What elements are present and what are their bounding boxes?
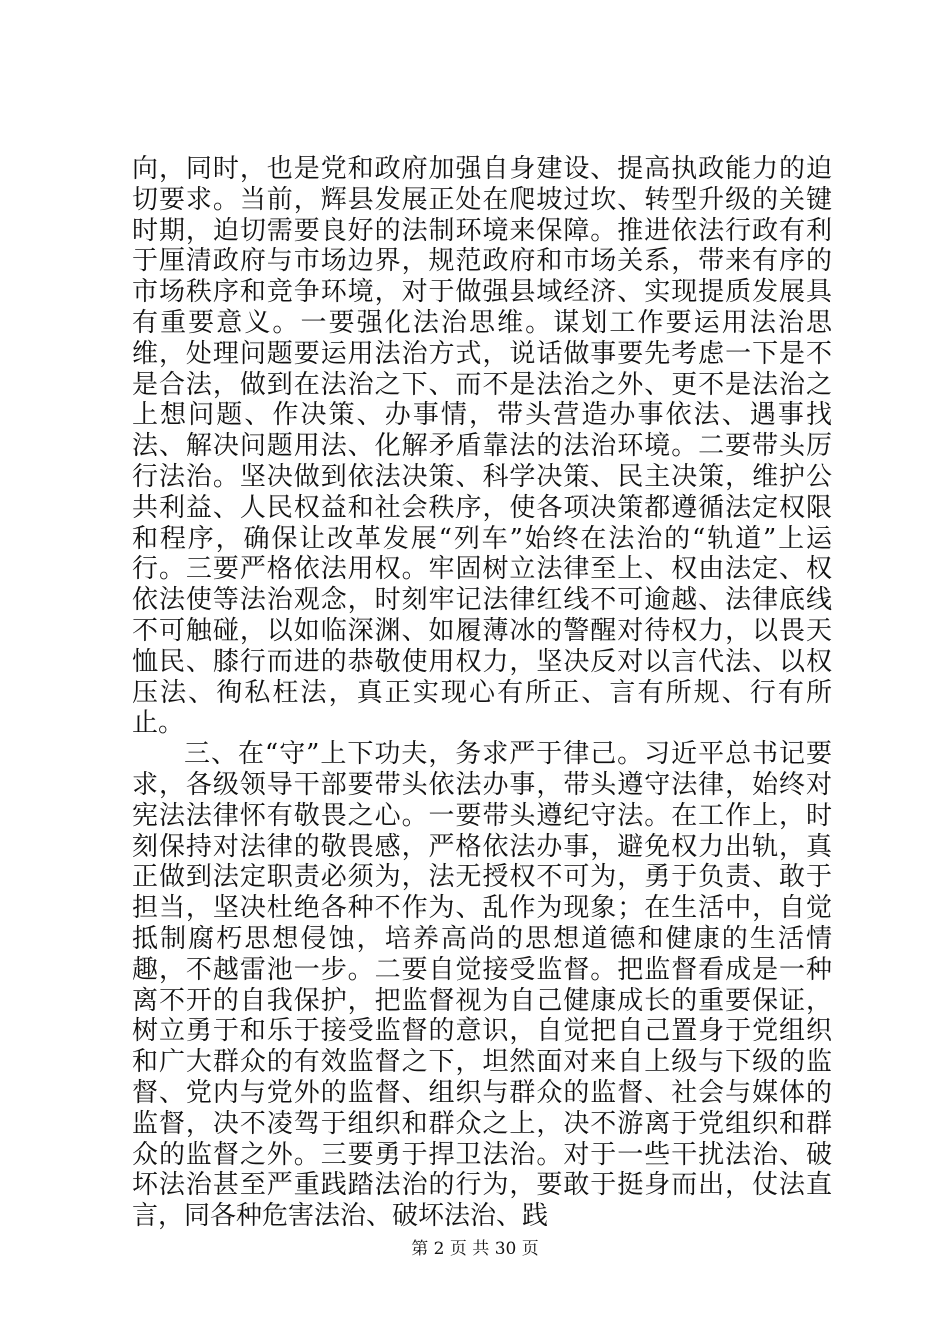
paragraph-1: 向，同时，也是党和政府加强自身建设、提高执政能力的迫切要求。当前，辉县发展正处在爬坡过坎、转型升级的关键时期，迫切需要良好的法制环境来保障。推进依法行政有利于厘清政府与市场边界，规范政府和市场关系，带来有序的市场秩序和竞争环境，对于做强县域经济、实现提质发展具有重要意义。一要强化法治思维。谋划工作要运用法治思维，处理问题要运用法治方式，说话做事要先考虑一下是不是合法，做到在法治之下、而不是法治之外、更不是法治之上想问题、作决策、办事情，带头营造办事依法、遇事找法、解决问题用法、化解矛盾靠法的法治环境。二要带头厉行法治。坚决做到依法决策、科学决策、民主决策，维护公共利益、人民权益和社会秩序，使各项决策都遵循法定权限和程序，确保让改革发展“列车”始终在法治的“轨道”上运行。三要严格依法用权。牢固树立法律至上、权由法定、权依法使等法治观念，时刻牢记法律红线不可逾越、法律底线不可触碰，以如临深渊、如履薄冰的警醒对待权力，以畏天恤民、膝行而进的恭敬使用权力，坚决反对以言代法、以权压法、徇私枉法，真正实现心有所正、言有所规、行有所止。 — [132, 154, 832, 739]
body-text — [132, 154, 832, 1232]
page-footer: 第 2 页 共 30 页 — [411, 1239, 539, 1259]
paragraph-2: 三、在“守”上下功夫，务求严于律己。习近平总书记要求，各级领导干部要带头依法办事，带头遵守法律，始终对宪法法律怀有敬畏之心。一要带头遵纪守法。在工作上，时刻保持对法律的敬畏感，严格依法办事，避免权力出轨，真正做到法定职责必须为，法无授权不可为，勇于负责、敢于担当，坚决杜绝各种不作为、乱作为现象；在生活中，自觉抵制腐朽思想侵蚀，培养高尚的思想道德和健康的生活情趣，不越雷池一步。二要自觉接受监督。把监督看成是一种离不开的自我保护，把监督视为自己健康成长的重要保证，树立勇于和乐于接受监督的意识，自觉把自己置身于党组织和广大群众的有效监督之下，坦然面对来自上级与下级的监督、党内与党外的监督、组织与群众的监督、社会与媒体的监督，决不凌驾于组织和群众之上，决不游离于党组织和群众的监督之外。三要勇于捍卫法治。对于一些干扰法治、破坏法治甚至严重践踏法治的行为，要敢于挺身而出，仗法直言，同各种危害法治、破坏法治、践 — [132, 739, 832, 1232]
